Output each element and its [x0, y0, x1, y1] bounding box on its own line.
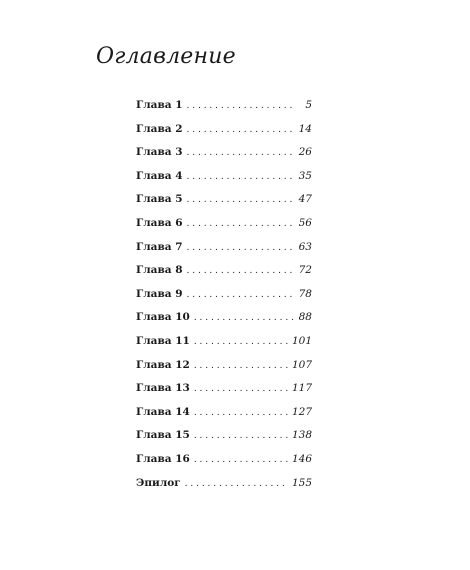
dot-leader [187, 284, 294, 308]
toc-entry-label: Глава 9 [136, 287, 183, 300]
toc-entry-page: 47 [298, 193, 312, 206]
dot-leader [185, 473, 288, 497]
toc-entry-label: Глава 13 [136, 382, 190, 395]
toc-entry-page: 138 [291, 429, 312, 442]
toc-entry-page: 117 [291, 382, 312, 395]
toc-entry-chapter-4[interactable] [136, 165, 312, 189]
dot-leader [194, 331, 288, 355]
toc-entry-chapter-15[interactable] [136, 424, 312, 448]
toc-entry-chapter-14[interactable] [136, 401, 312, 425]
toc-entry-page: 26 [298, 146, 312, 159]
dot-leader [194, 378, 288, 402]
toc-entry-page: 56 [298, 216, 312, 229]
toc-entry-label: Глава 2 [136, 122, 183, 135]
toc-entry-epilogue[interactable] [136, 472, 312, 496]
toc-entry-page: 63 [298, 240, 312, 253]
dot-leader [187, 119, 294, 143]
toc-entry-page: 101 [291, 334, 312, 347]
toc-entry-page: 78 [298, 287, 312, 300]
toc-entry-label: Глава 15 [136, 429, 190, 442]
toc-entry-page: 107 [291, 358, 312, 371]
dot-leader [194, 425, 288, 449]
toc-entry-chapter-6[interactable] [136, 212, 312, 236]
toc-entry-page: 88 [298, 311, 312, 324]
toc-entry-page: 155 [291, 476, 312, 489]
toc-entry-label: Глава 11 [136, 334, 190, 347]
dot-leader [194, 355, 288, 379]
toc-entry-label: Глава 16 [136, 452, 190, 465]
toc-entry-chapter-7[interactable] [136, 236, 312, 260]
toc-entry-chapter-13[interactable] [136, 377, 312, 401]
toc-entry-label: Глава 7 [136, 240, 183, 253]
toc-entry-chapter-11[interactable] [136, 330, 312, 354]
toc-entry-chapter-1[interactable] [136, 94, 312, 118]
toc-entry-page: 14 [298, 122, 312, 135]
page-title: Оглавление [96, 44, 236, 69]
toc-entry-page: 5 [305, 99, 312, 111]
toc-entry-label: Глава 12 [136, 358, 190, 371]
dot-leader [187, 260, 294, 284]
dot-leader [194, 402, 288, 426]
toc-entry-chapter-2[interactable] [136, 118, 312, 142]
toc-entry-chapter-16[interactable] [136, 448, 312, 472]
dot-leader [194, 449, 288, 473]
dot-leader [187, 95, 294, 119]
toc-entry-label: Глава 5 [136, 193, 183, 206]
toc-entry-label: Глава 10 [136, 311, 190, 324]
toc-entry-label: Глава 14 [136, 405, 190, 418]
toc-entry-label: Глава 6 [136, 216, 183, 229]
dot-leader [187, 189, 294, 213]
dot-leader [187, 142, 294, 166]
toc-entry-page: 72 [298, 264, 312, 277]
dot-leader [187, 237, 294, 261]
dot-leader [187, 166, 294, 190]
toc-entry-chapter-3[interactable] [136, 141, 312, 165]
toc-entry-page: 146 [291, 452, 312, 465]
toc-entry-label: Эпилог [136, 476, 181, 489]
toc-entry-page: 127 [291, 405, 312, 418]
toc-entry-chapter-8[interactable] [136, 259, 312, 283]
toc-entry-chapter-5[interactable] [136, 188, 312, 212]
table-of-contents [136, 94, 312, 495]
toc-entry-page: 35 [298, 169, 312, 182]
dot-leader [187, 213, 294, 237]
toc-entry-chapter-9[interactable] [136, 283, 312, 307]
toc-entry-chapter-10[interactable] [136, 306, 312, 330]
toc-entry-label: Глава 8 [136, 264, 183, 277]
toc-entry-label: Глава 1 [136, 99, 183, 111]
toc-entry-label: Глава 4 [136, 169, 183, 182]
toc-entry-chapter-12[interactable] [136, 354, 312, 378]
toc-entry-label: Глава 3 [136, 146, 183, 159]
dot-leader [194, 307, 294, 331]
